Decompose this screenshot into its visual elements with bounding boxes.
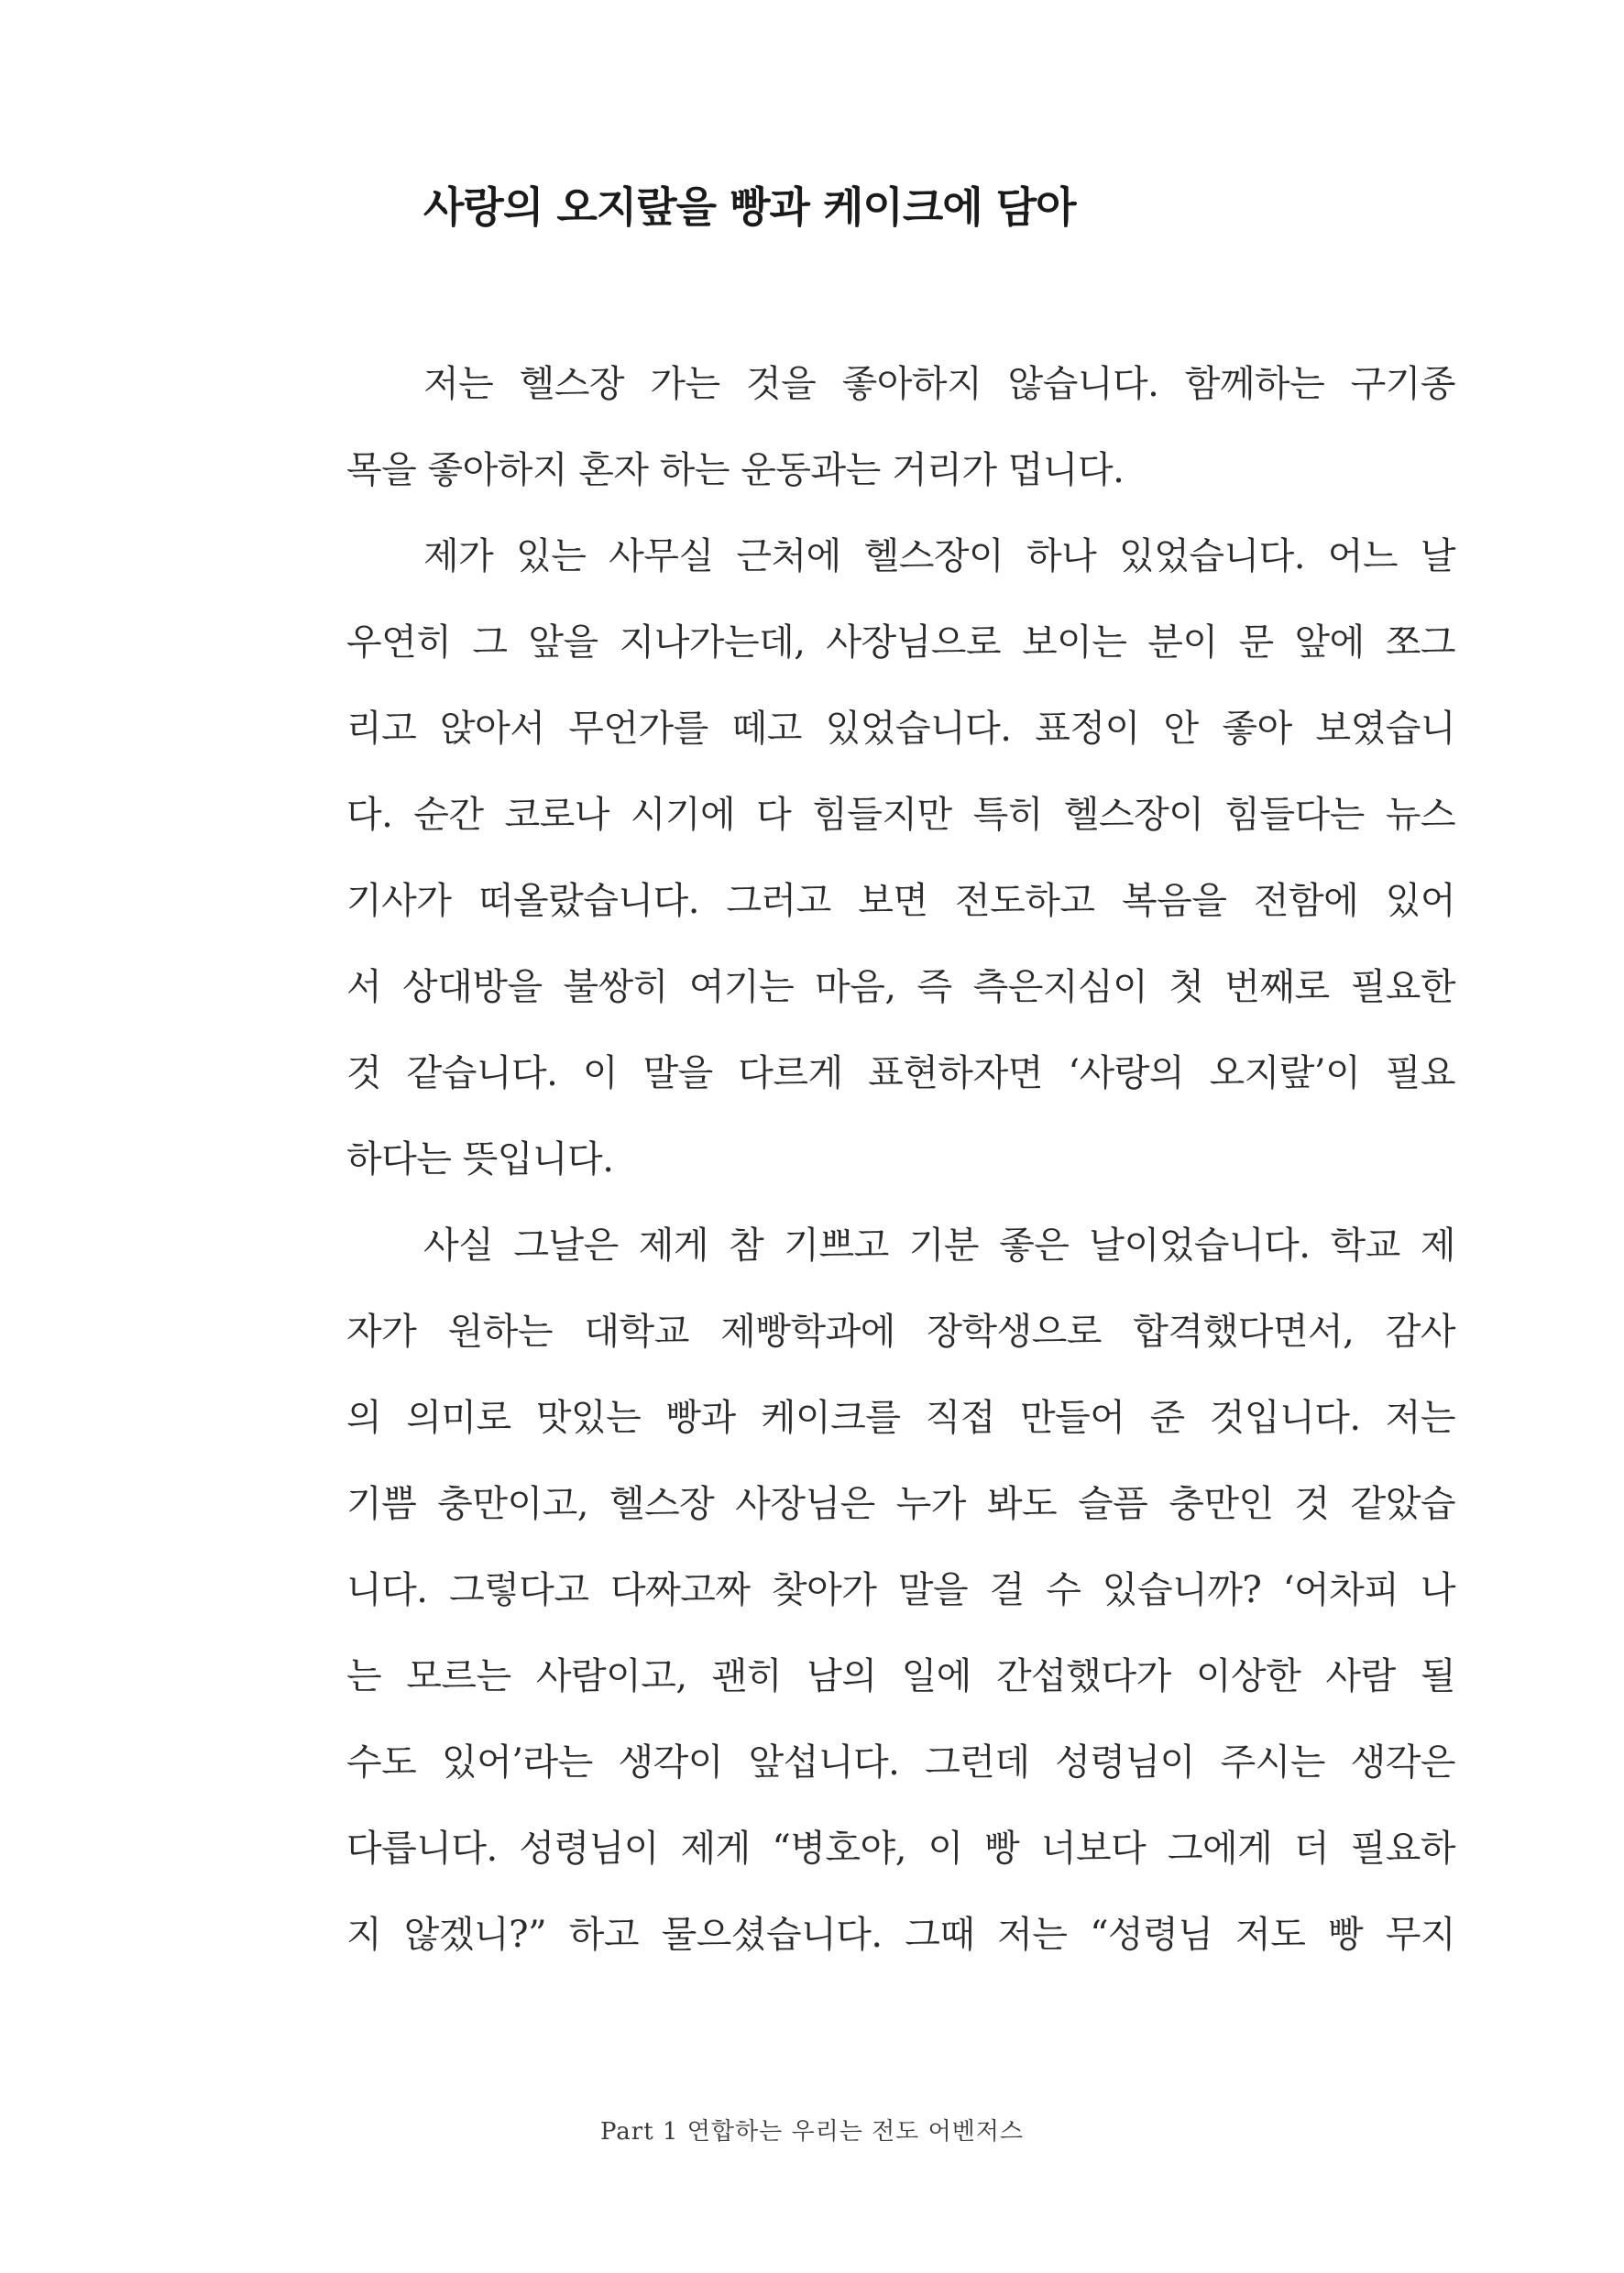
paragraph-line: 는 모르는 사람이고, 괜히 남의 일에 간섭했다가 이상한 사람 될: [346, 1655, 1455, 1697]
paragraph-line: 다릅니다. 성령님이 제게 “병호야, 이 빵 너보다 그에게 더 필요하: [346, 1828, 1455, 1870]
paragraph-line: 제가 있는 사무실 근처에 헬스장이 하나 있었습니다. 어느 날: [423, 535, 1455, 577]
paragraph-line: 리고 앉아서 무언가를 떼고 있었습니다. 표정이 안 좋아 보였습니: [346, 708, 1455, 750]
paragraph-line: 것 같습니다. 이 말을 다르게 표현하자면 ‘사랑의 오지랖’이 필요: [346, 1052, 1455, 1094]
body-text: [346, 341, 1455, 1978]
paragraph-line: 목을 좋아하지 혼자 하는 운동과는 거리가 멉니다.: [346, 449, 1125, 491]
paragraph-line: 사실 그날은 제게 참 기쁘고 기분 좋은 날이었습니다. 학교 제: [423, 1224, 1455, 1267]
paragraph-line: 지 않겠니?” 하고 물으셨습니다. 그때 저는 “성령님 저도 빵 무지: [346, 1914, 1455, 1956]
chapter-title: 사랑의 오지랖을 빵과 케이크에 담아: [423, 182, 1076, 232]
running-footer: Part 1 연합하는 우리는 전도 어벤저스: [599, 2118, 1025, 2146]
paragraph-line: 자가 원하는 대학교 제빵학과에 장학생으로 합격했다면서, 감사: [346, 1311, 1455, 1353]
paragraph-line: 기쁨 충만이고, 헬스장 사장님은 누가 봐도 슬픔 충만인 것 같았습: [346, 1483, 1455, 1525]
paragraph-line: 다. 순간 코로나 시기에 다 힘들지만 특히 헬스장이 힘들다는 뉴스: [346, 794, 1455, 836]
paragraph-line: 우연히 그 앞을 지나가는데, 사장님으로 보이는 분이 문 앞에 쪼그: [346, 621, 1455, 664]
paragraph-line: 하다는 뜻입니다.: [346, 1138, 614, 1180]
paragraph-line: 니다. 그렇다고 다짜고짜 찾아가 말을 걸 수 있습니까? ‘어차피 나: [346, 1569, 1455, 1611]
paragraph-line: 서 상대방을 불쌍히 여기는 마음, 즉 측은지심이 첫 번째로 필요한: [346, 966, 1455, 1008]
paragraph-line: 의 의미로 맛있는 빵과 케이크를 직접 만들어 준 것입니다. 저는: [346, 1397, 1455, 1439]
paragraph-line: 기사가 떠올랐습니다. 그러고 보면 전도하고 복음을 전함에 있어: [346, 880, 1455, 922]
paragraph-line: 수도 있어’라는 생각이 앞섭니다. 그런데 성령님이 주시는 생각은: [346, 1741, 1455, 1784]
paragraph-line: 저는 헬스장 가는 것을 좋아하지 않습니다. 함께하는 구기종: [423, 363, 1455, 405]
